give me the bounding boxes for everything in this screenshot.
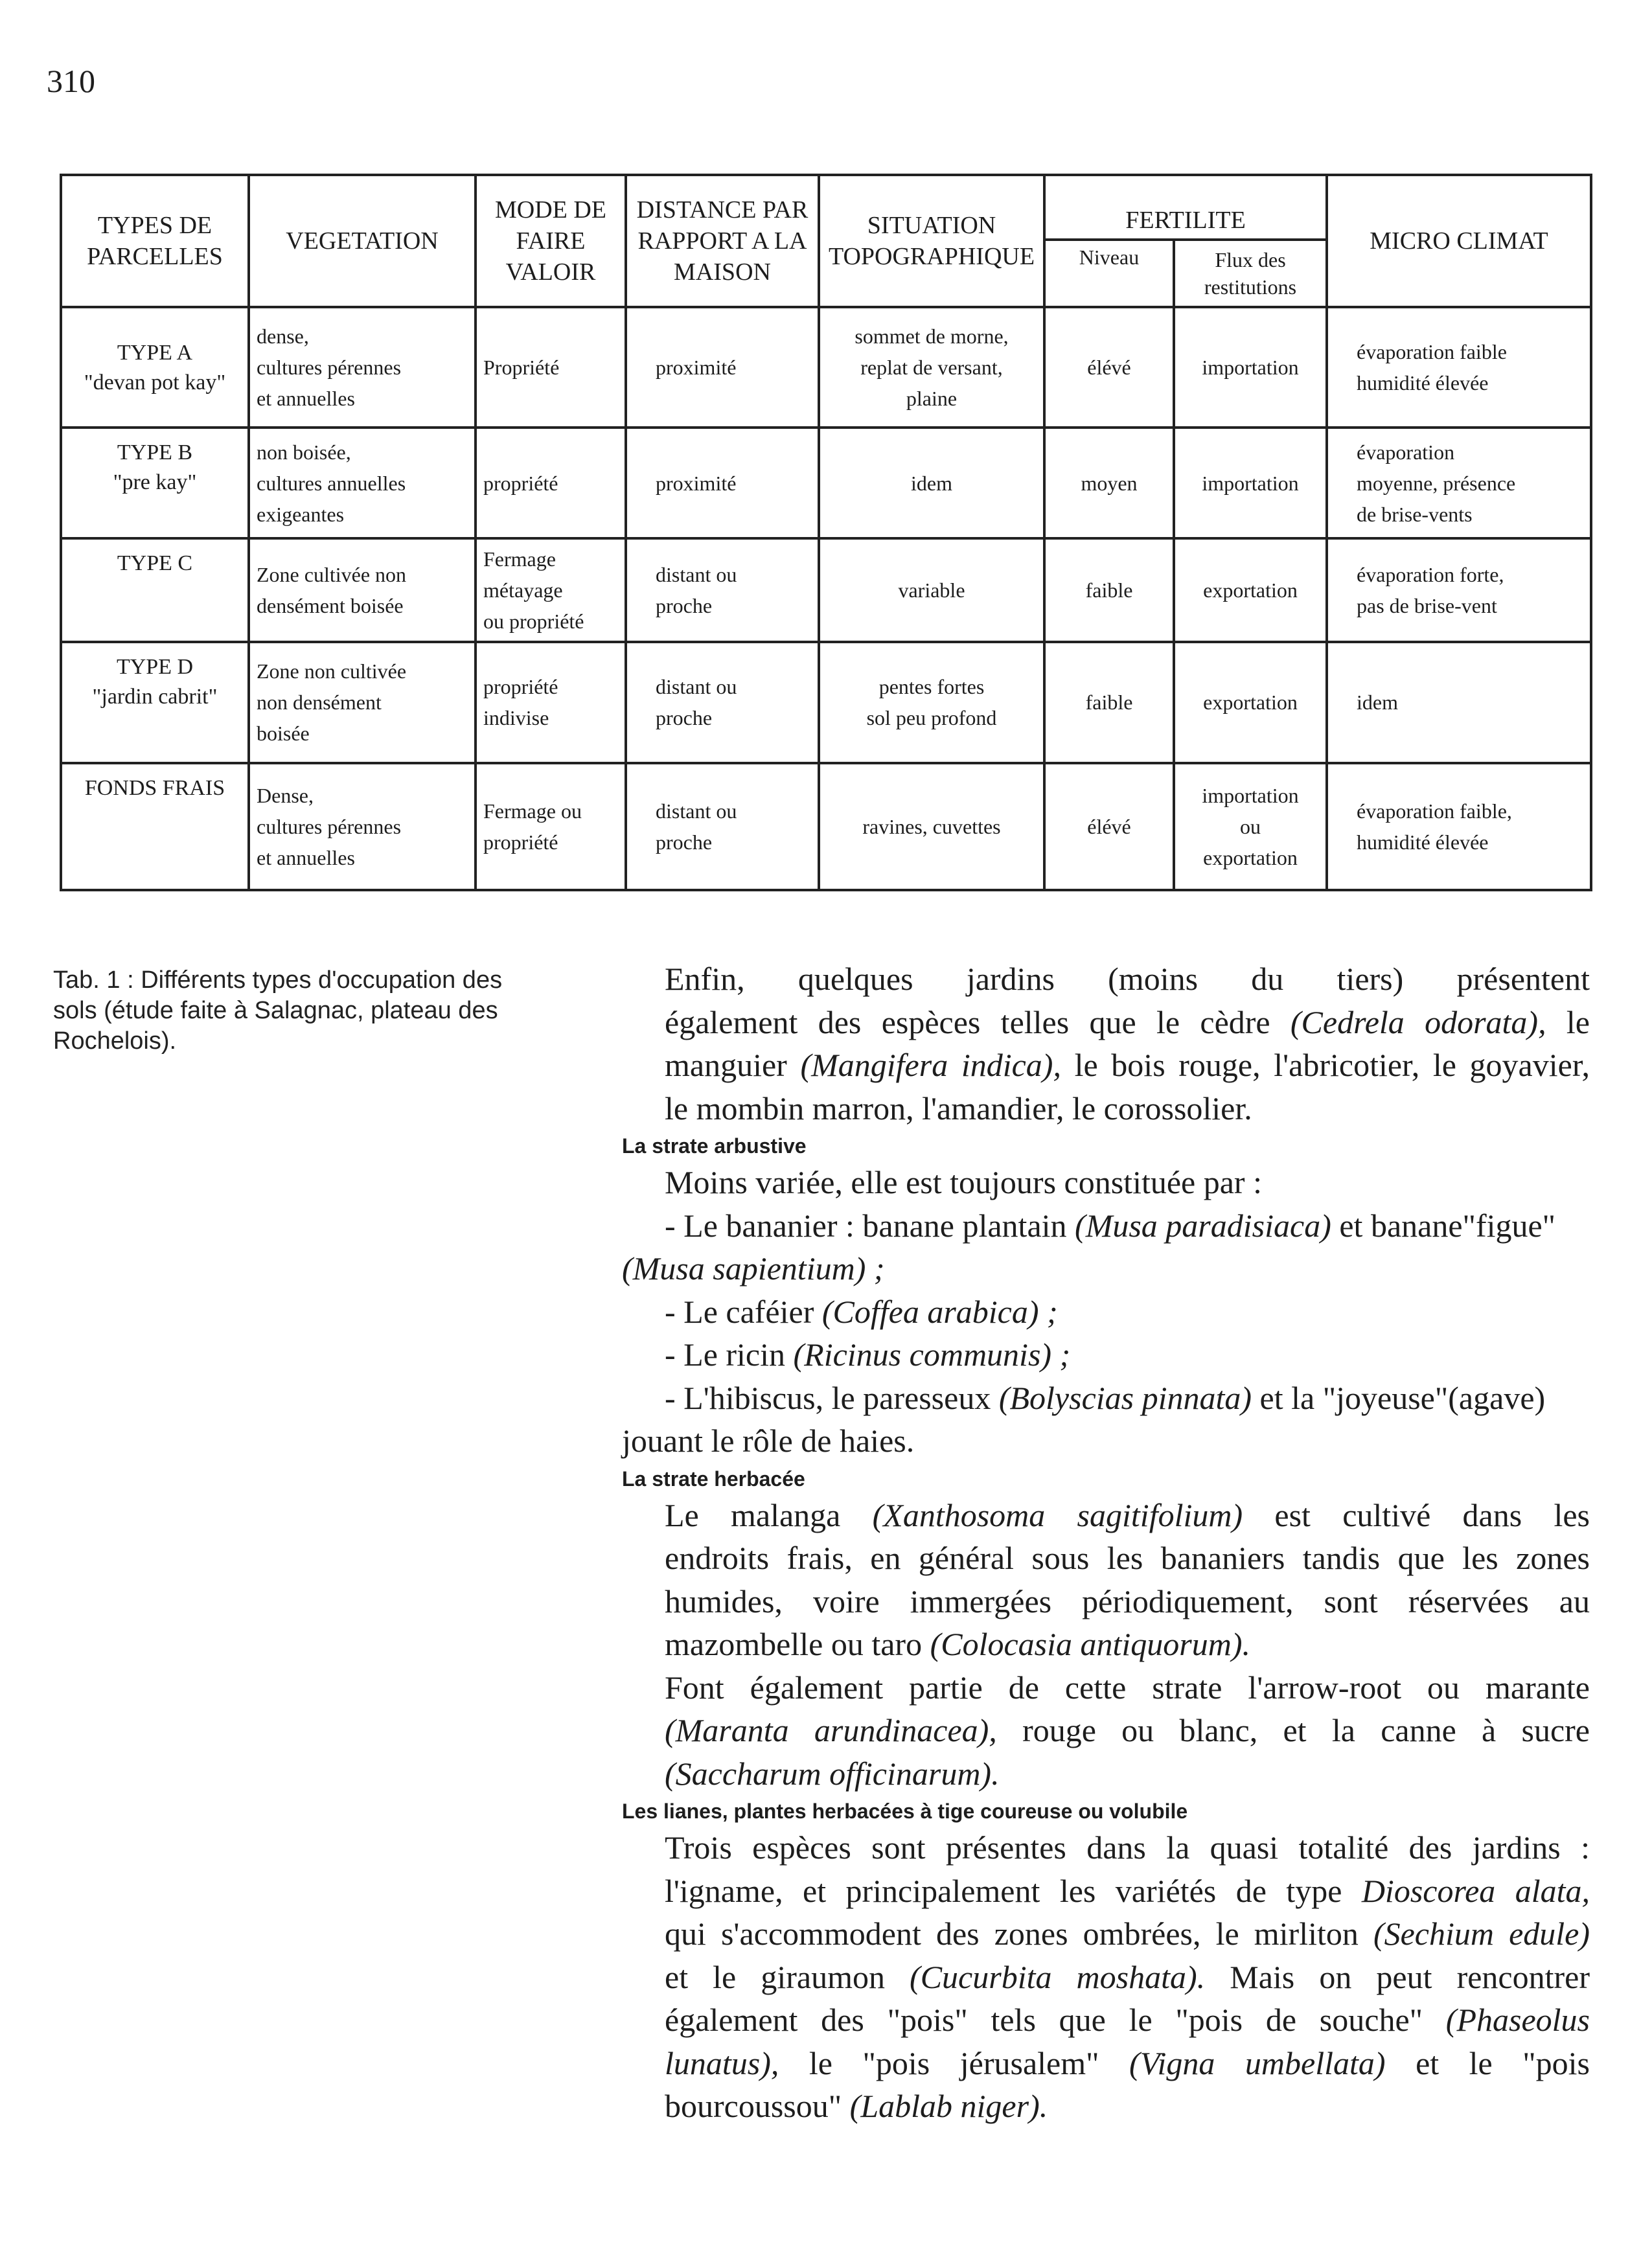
- row-situation-cell: [819, 538, 1044, 642]
- paragraph-lianas: [622, 1826, 1590, 2128]
- text-line: - L'hibiscus, le paresseux (Bolyscias pinnata) et la "joyeuse": [665, 1379, 1449, 1416]
- row-mode-cell: [476, 763, 626, 890]
- text-line: et annuelles: [257, 387, 355, 411]
- text-line: qui s'accommodent des zones ombrées, le mirliton (Sechium edule): [665, 1915, 1590, 1952]
- row-distance-cell: [626, 763, 819, 890]
- text-line: également des espèces telles que le cèdre (Cedrela odorata), le: [665, 1003, 1590, 1040]
- text-line: MAISON: [674, 258, 771, 286]
- row-mode-cell: [476, 642, 626, 762]
- text-line: sols (étude faite à Salagnac, plateau des: [53, 997, 498, 1024]
- text-line: importation: [1202, 356, 1299, 380]
- text-line: Flux des: [1215, 248, 1286, 271]
- list-item: [622, 1333, 1590, 1377]
- text-line: évaporation forte,: [1357, 562, 1504, 586]
- text-line: également des "pois" tels que le "pois de souche" (Phaseolus: [665, 2002, 1590, 2038]
- header-niveau: Niveau: [1044, 240, 1174, 307]
- text-line: sommet de morne,: [855, 325, 1009, 349]
- text-line: Fermage ou: [483, 799, 582, 823]
- text-line: exportation: [1203, 691, 1298, 715]
- text-line: propriété: [483, 675, 558, 699]
- text-line: moyen: [1081, 471, 1138, 495]
- text-line: densément boisée: [257, 593, 404, 617]
- text-line: pentes fortes: [878, 675, 985, 699]
- row-vegetation-cell: [249, 642, 476, 762]
- text-line: exportation: [1203, 845, 1298, 869]
- text-line: cultures annuelles: [257, 471, 406, 495]
- header-type: [61, 175, 249, 307]
- text-line: distant ou: [656, 562, 737, 586]
- text-line: FONDS FRAIS: [84, 775, 225, 800]
- row-niveau-cell: [1044, 307, 1174, 428]
- row-type-cell: [61, 538, 249, 642]
- text-line: [622, 1752, 1590, 1796]
- text-line: Dense,: [257, 783, 314, 807]
- text-line: FAIRE: [516, 227, 586, 255]
- text-line: TOPOGRAPHIQUE: [828, 243, 1035, 270]
- text-line: variable: [898, 578, 965, 602]
- text-line: exportation: [1203, 578, 1298, 602]
- paragraph-trees: [622, 957, 1590, 1130]
- text-line: Trois espèces sont présentes dans la quasi totalité des jardins :: [665, 1829, 1590, 1866]
- land-use-table: [60, 174, 1592, 891]
- page-number: 310: [47, 63, 95, 99]
- table-row: [61, 307, 1591, 428]
- text-line: TYPE A: [117, 341, 193, 365]
- row-niveau-cell: [1044, 428, 1174, 538]
- row-flux-cell: [1174, 307, 1327, 428]
- text-line: Font également partie de cette strate l'arrow-root ou marante: [665, 1669, 1590, 1706]
- row-vegetation-cell: [249, 538, 476, 642]
- row-flux-cell: [1174, 642, 1327, 762]
- row-microclimat-cell: [1327, 763, 1591, 890]
- species-name: (Vigna umbellata): [1129, 2044, 1386, 2081]
- text-line: proche: [656, 706, 713, 730]
- text-line: importation: [1202, 783, 1299, 807]
- row-type-cell: [61, 307, 249, 428]
- text-line: proche: [656, 593, 713, 617]
- text-line: manguier (Mangifera indica), le bois rouge, l'abricotier, le goyavier,: [665, 1047, 1590, 1083]
- row-type-cell: [61, 763, 249, 890]
- table-row: [61, 428, 1591, 538]
- row-niveau-cell: [1044, 763, 1174, 890]
- species-name: (Xanthosoma sagitifolium): [872, 1496, 1243, 1533]
- text-line: lunatus), le "pois jérusalem" (Vigna umbellata) et le "pois: [665, 2044, 1590, 2081]
- row-vegetation-cell: [249, 763, 476, 890]
- shrub-list: [622, 1204, 1590, 1463]
- text-line: distant ou: [656, 799, 737, 823]
- text-line: élévé: [1087, 814, 1131, 838]
- text-line: (agave) jouant le rôle de haies.: [622, 1379, 1546, 1459]
- text-line: "jardin cabrit": [92, 685, 218, 709]
- row-situation-cell: [819, 763, 1044, 890]
- text-line: élévé: [1087, 356, 1131, 380]
- paragraph-arrowroot: [622, 1666, 1590, 1796]
- text-line: faible: [1085, 691, 1133, 715]
- text-line: métayage: [483, 578, 563, 602]
- text-line: évaporation: [1357, 440, 1455, 464]
- text-line: bourcoussou" (Lablab niger).: [665, 2088, 1048, 2124]
- text-line: Tab. 1 : Différents types d'occupation des: [53, 966, 503, 994]
- header-microclimat: MICRO CLIMAT: [1327, 175, 1591, 307]
- text-line: indivise: [483, 706, 549, 730]
- text-line: "pre kay": [113, 470, 197, 495]
- row-distance-cell: [626, 642, 819, 762]
- text-line: non boisée,: [257, 440, 351, 464]
- text-line: DISTANCE PAR: [636, 196, 809, 223]
- text-line: Fermage: [483, 547, 556, 571]
- text-line: TYPE B: [117, 440, 193, 465]
- heading-herbaceous-layer: La strate herbacée: [622, 1467, 805, 1491]
- text-line: proximité: [656, 471, 737, 495]
- text-line: Propriété: [483, 356, 560, 380]
- row-situation-cell: [819, 642, 1044, 762]
- species-name: (Saccharum officinarum).: [665, 1755, 1000, 1792]
- text-line: exigeantes: [257, 502, 345, 526]
- text-line: TYPE C: [117, 551, 193, 575]
- text-line: idem: [911, 471, 952, 495]
- header-flux: [1174, 240, 1327, 307]
- text-line: mazombelle ou taro (Colocasia antiquorum).: [665, 1626, 1251, 1662]
- list-item: [622, 1377, 1590, 1463]
- text-line: restitutions: [1204, 275, 1297, 299]
- text-line: idem: [1357, 691, 1398, 715]
- row-situation-cell: [819, 307, 1044, 428]
- species-name: (Colocasia antiquorum).: [930, 1626, 1251, 1662]
- text-line: "devan pot kay": [84, 371, 226, 394]
- text-line: ou propriété: [483, 609, 584, 633]
- list-item: [622, 1290, 1590, 1334]
- row-microclimat-cell: [1327, 642, 1591, 762]
- text-line: cultures pérennes: [257, 814, 402, 838]
- text-line: Rochelois).: [53, 1027, 177, 1055]
- species-name: (Cucurbita moshata).: [910, 1958, 1206, 1995]
- paragraph-shrub-lead: Moins variée, elle est toujours constituée par :: [665, 1164, 1262, 1200]
- text-line: Zone cultivée non: [257, 562, 407, 586]
- text-line: de brise-vents: [1357, 502, 1473, 526]
- row-distance-cell: [626, 428, 819, 538]
- species-name: (Musa sapientium) ;: [622, 1250, 885, 1286]
- header-fertilite: FERTILITE: [1044, 175, 1327, 240]
- text-line: endroits frais, en général sous les bananiers tandis que les zones: [665, 1540, 1590, 1576]
- row-niveau-cell: [1044, 538, 1174, 642]
- table-body: [61, 307, 1591, 890]
- text-line: le mombin marron, l'amandier, le corossolier.: [665, 1090, 1252, 1126]
- text-line: (Maranta arundinacea), rouge ou blanc, et la canne à sucre: [665, 1712, 1590, 1748]
- text-line: proche: [656, 830, 713, 854]
- text-line: non densément: [257, 691, 382, 715]
- header-mode: [476, 175, 626, 307]
- paragraph-herbaceous: [622, 1494, 1590, 1666]
- heading-lianas: Les lianes, plantes herbacées à tige coureuse ou volubile: [622, 1800, 1188, 1823]
- row-distance-cell: [626, 538, 819, 642]
- row-situation-cell: [819, 428, 1044, 538]
- row-flux-cell: [1174, 538, 1327, 642]
- text-line: l'igname, et principalement les variétés de type Dioscorea alata,: [665, 1872, 1590, 1909]
- row-flux-cell: [1174, 428, 1327, 538]
- table-row: [61, 538, 1591, 642]
- row-niveau-cell: [1044, 642, 1174, 762]
- species-name: (Musa paradisiaca): [1075, 1207, 1331, 1244]
- text-line: - Le bananier : banane plantain (Musa paradisiaca) et banane: [665, 1207, 1463, 1244]
- text-line: SITUATION: [867, 212, 996, 239]
- text-line: et le giraumon (Cucurbita moshata). Mais on peut rencontrer: [665, 1958, 1590, 1995]
- text-line: PARCELLES: [87, 243, 223, 270]
- text-line: moyenne, présence: [1357, 471, 1516, 495]
- species-name: (Maranta arundinacea),: [665, 1712, 997, 1748]
- row-microclimat-cell: [1327, 428, 1591, 538]
- species-name: (Cedrela odorata),: [1290, 1003, 1546, 1040]
- header-vegetation: [249, 175, 476, 307]
- text-line: et annuelles: [257, 845, 355, 869]
- text-line: évaporation faible: [1357, 340, 1507, 364]
- text-line: VALOIR: [505, 258, 596, 286]
- text-line: propriété: [483, 830, 558, 854]
- row-microclimat-cell: [1327, 307, 1591, 428]
- text-line: cultures pérennes: [257, 356, 402, 380]
- species-name: (Sechium edule): [1373, 1915, 1590, 1952]
- text-line: importation: [1202, 471, 1299, 495]
- text-line: Enfin, quelques jardins (moins du tiers) présentent: [665, 961, 1590, 997]
- row-type-cell: [61, 428, 249, 538]
- text-line: ravines, cuvettes: [862, 814, 1001, 838]
- text-line: humides, voire immergées périodiquement, sont réservées au: [665, 1583, 1590, 1619]
- text-line: Zone non cultivée: [257, 659, 407, 683]
- species-name: (Lablab niger).: [849, 2088, 1048, 2124]
- text-line: boisée: [257, 722, 310, 746]
- text-line: humidité élevée: [1357, 371, 1489, 395]
- header-distance: [626, 175, 819, 307]
- text-line: - Le caféier (Coffea arabica) ;: [665, 1293, 1058, 1330]
- row-mode-cell: [476, 307, 626, 428]
- species-name: (Phaseolus: [1445, 2002, 1590, 2038]
- text-line: - Le ricin (Ricinus communis) ;: [665, 1336, 1071, 1373]
- row-type-cell: [61, 642, 249, 762]
- text-line: pas de brise-vent: [1357, 593, 1497, 617]
- text-line: distant ou: [656, 675, 737, 699]
- text-line: VEGETATION: [286, 227, 439, 255]
- text-line: plaine: [906, 387, 958, 411]
- species-name: (Bolyscias pinnata): [998, 1379, 1252, 1416]
- text-line: TYPES DE: [97, 212, 212, 239]
- text-line: replat de versant,: [860, 356, 1003, 380]
- row-mode-cell: [476, 428, 626, 538]
- species-name: (Coffea arabica) ;: [821, 1293, 1058, 1330]
- text-line: "figue" (Musa sapientium) ;: [622, 1207, 1556, 1286]
- text-line: TYPE D: [116, 655, 194, 680]
- row-mode-cell: [476, 538, 626, 642]
- text-line: dense,: [257, 325, 309, 349]
- species-name: Dioscorea alata,: [1361, 1872, 1590, 1909]
- row-vegetation-cell: [249, 307, 476, 428]
- row-distance-cell: [626, 307, 819, 428]
- text-line: MODE DE: [494, 196, 607, 223]
- text-line: Le malanga (Xanthosoma sagitifolium) est cultivé dans les: [665, 1496, 1590, 1533]
- row-flux-cell: [1174, 763, 1327, 890]
- text-line: propriété: [483, 471, 558, 495]
- table-row: [61, 763, 1591, 890]
- body-text: [622, 957, 1590, 2128]
- table-row: [61, 642, 1591, 762]
- text-line: ou: [1240, 814, 1261, 838]
- text-line: évaporation faible,: [1357, 799, 1512, 823]
- table-caption: [53, 965, 571, 1057]
- row-vegetation-cell: [249, 428, 476, 538]
- row-microclimat-cell: [1327, 538, 1591, 642]
- list-item: [622, 1204, 1590, 1290]
- text-line: proximité: [656, 356, 737, 380]
- species-name: (Ricinus communis) ;: [793, 1336, 1071, 1373]
- species-name: lunatus),: [665, 2044, 779, 2081]
- header-situation: [819, 175, 1044, 307]
- heading-shrub-layer: La strate arbustive: [622, 1134, 807, 1158]
- text-line: humidité élevée: [1357, 830, 1489, 854]
- text-line: sol peu profond: [866, 706, 997, 730]
- species-name: (Mangifera indica),: [800, 1047, 1061, 1083]
- text-line: RAPPORT A LA: [637, 227, 807, 255]
- text-line: faible: [1085, 578, 1133, 602]
